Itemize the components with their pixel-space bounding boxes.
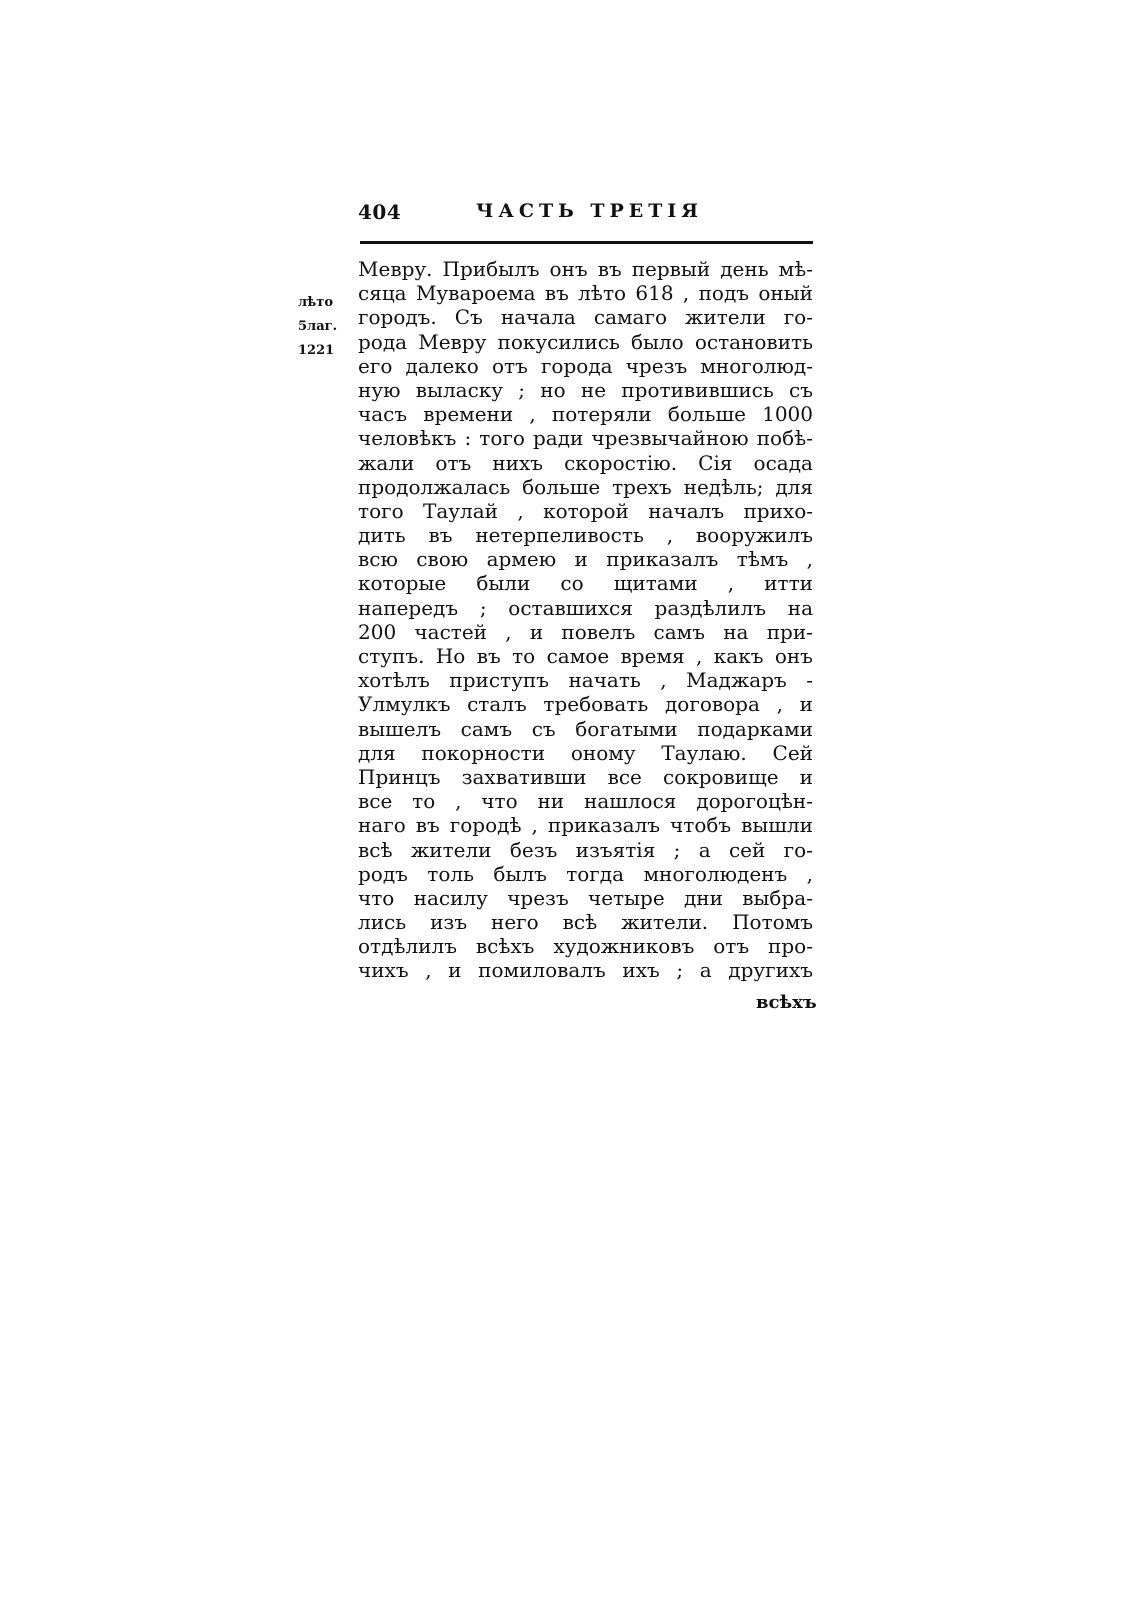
text-line: дить въ нетерпеливость , вооружилъ (358, 523, 813, 548)
text-line: наго въ городѣ , приказалъ чтобъ вышли (358, 813, 813, 838)
text-line: человѣкъ : того ради чрезвычайною побѣ- (358, 426, 813, 451)
text-line: ную выласку ; но не противившись съ (358, 377, 813, 402)
text-line: сяца Мувароема въ лѣто 618 , подъ оный (358, 281, 813, 306)
text-line: всѣ жители безъ изъятія ; а сей го- (358, 837, 813, 862)
text-line: напередъ ; оставшихся раздѣлилъ на (358, 595, 813, 620)
text-line: Принцъ захвативши все сокровище и (358, 764, 813, 789)
text-line: лись изъ него всѣ жители. Потомъ (358, 910, 813, 935)
catchword: всѣхъ (756, 992, 817, 1013)
text-line: Улмулкъ сталъ требовать договора , и (358, 692, 813, 717)
text-line: всю свою армею и приказалъ тѣмъ , (358, 547, 813, 572)
margin-note-line: 1221 (298, 343, 335, 358)
text-line: родъ толь былъ тогда многолюденъ , (358, 861, 813, 886)
text-line: рода Мевру покусились было остановить (358, 329, 813, 354)
running-head (358, 200, 813, 230)
text-line: для покорности оному Таулаю. Сей (358, 740, 813, 765)
margin-note (298, 291, 356, 363)
body-text (358, 257, 813, 983)
text-line: все то , что ни нашлося дорогоцѣн- (358, 789, 813, 814)
text-line: Мевру. Прибылъ онъ въ первый день мѣ- (358, 257, 813, 281)
margin-note-line: 5лаг. (298, 319, 338, 334)
text-line: вышелъ самъ съ богатыми подарками (358, 716, 813, 741)
text-line: хотѣлъ приступъ начать , Маджаръ - (358, 668, 813, 693)
text-line: что насилу чрезъ четыре дни выбра- (358, 885, 813, 910)
text-line: его далеко отъ города чрезъ многолюд- (358, 353, 813, 378)
text-line: которые были со щитами , итти (358, 571, 813, 596)
header-rule (360, 241, 813, 244)
text-line: городъ. Съ начала самаго жители го- (358, 305, 813, 330)
text-line: отдѣлилъ всѣхъ художниковъ отъ про- (358, 934, 813, 959)
page-number: 404 (358, 200, 402, 224)
text-line: того Таулай , которой началъ прихо- (358, 498, 813, 523)
text-line: продолжалась больше трехъ недѣль; для (358, 474, 813, 499)
text-line: часъ времени , потеряли больше 1000 (358, 402, 813, 427)
text-line: 200 частей , и повелъ самъ на при- (358, 619, 813, 644)
text-line: жали отъ нихъ скоростію. Сія осада (358, 450, 813, 475)
text-line: ступъ. Но въ то самое время , какъ онъ (358, 644, 813, 668)
section-title: ЧАСТЬ ТРЕТІЯ (476, 200, 704, 222)
margin-note-line: лѣто (298, 295, 334, 310)
text-line: чихъ , и помиловалъ ихъ ; а другихъ (358, 958, 813, 983)
